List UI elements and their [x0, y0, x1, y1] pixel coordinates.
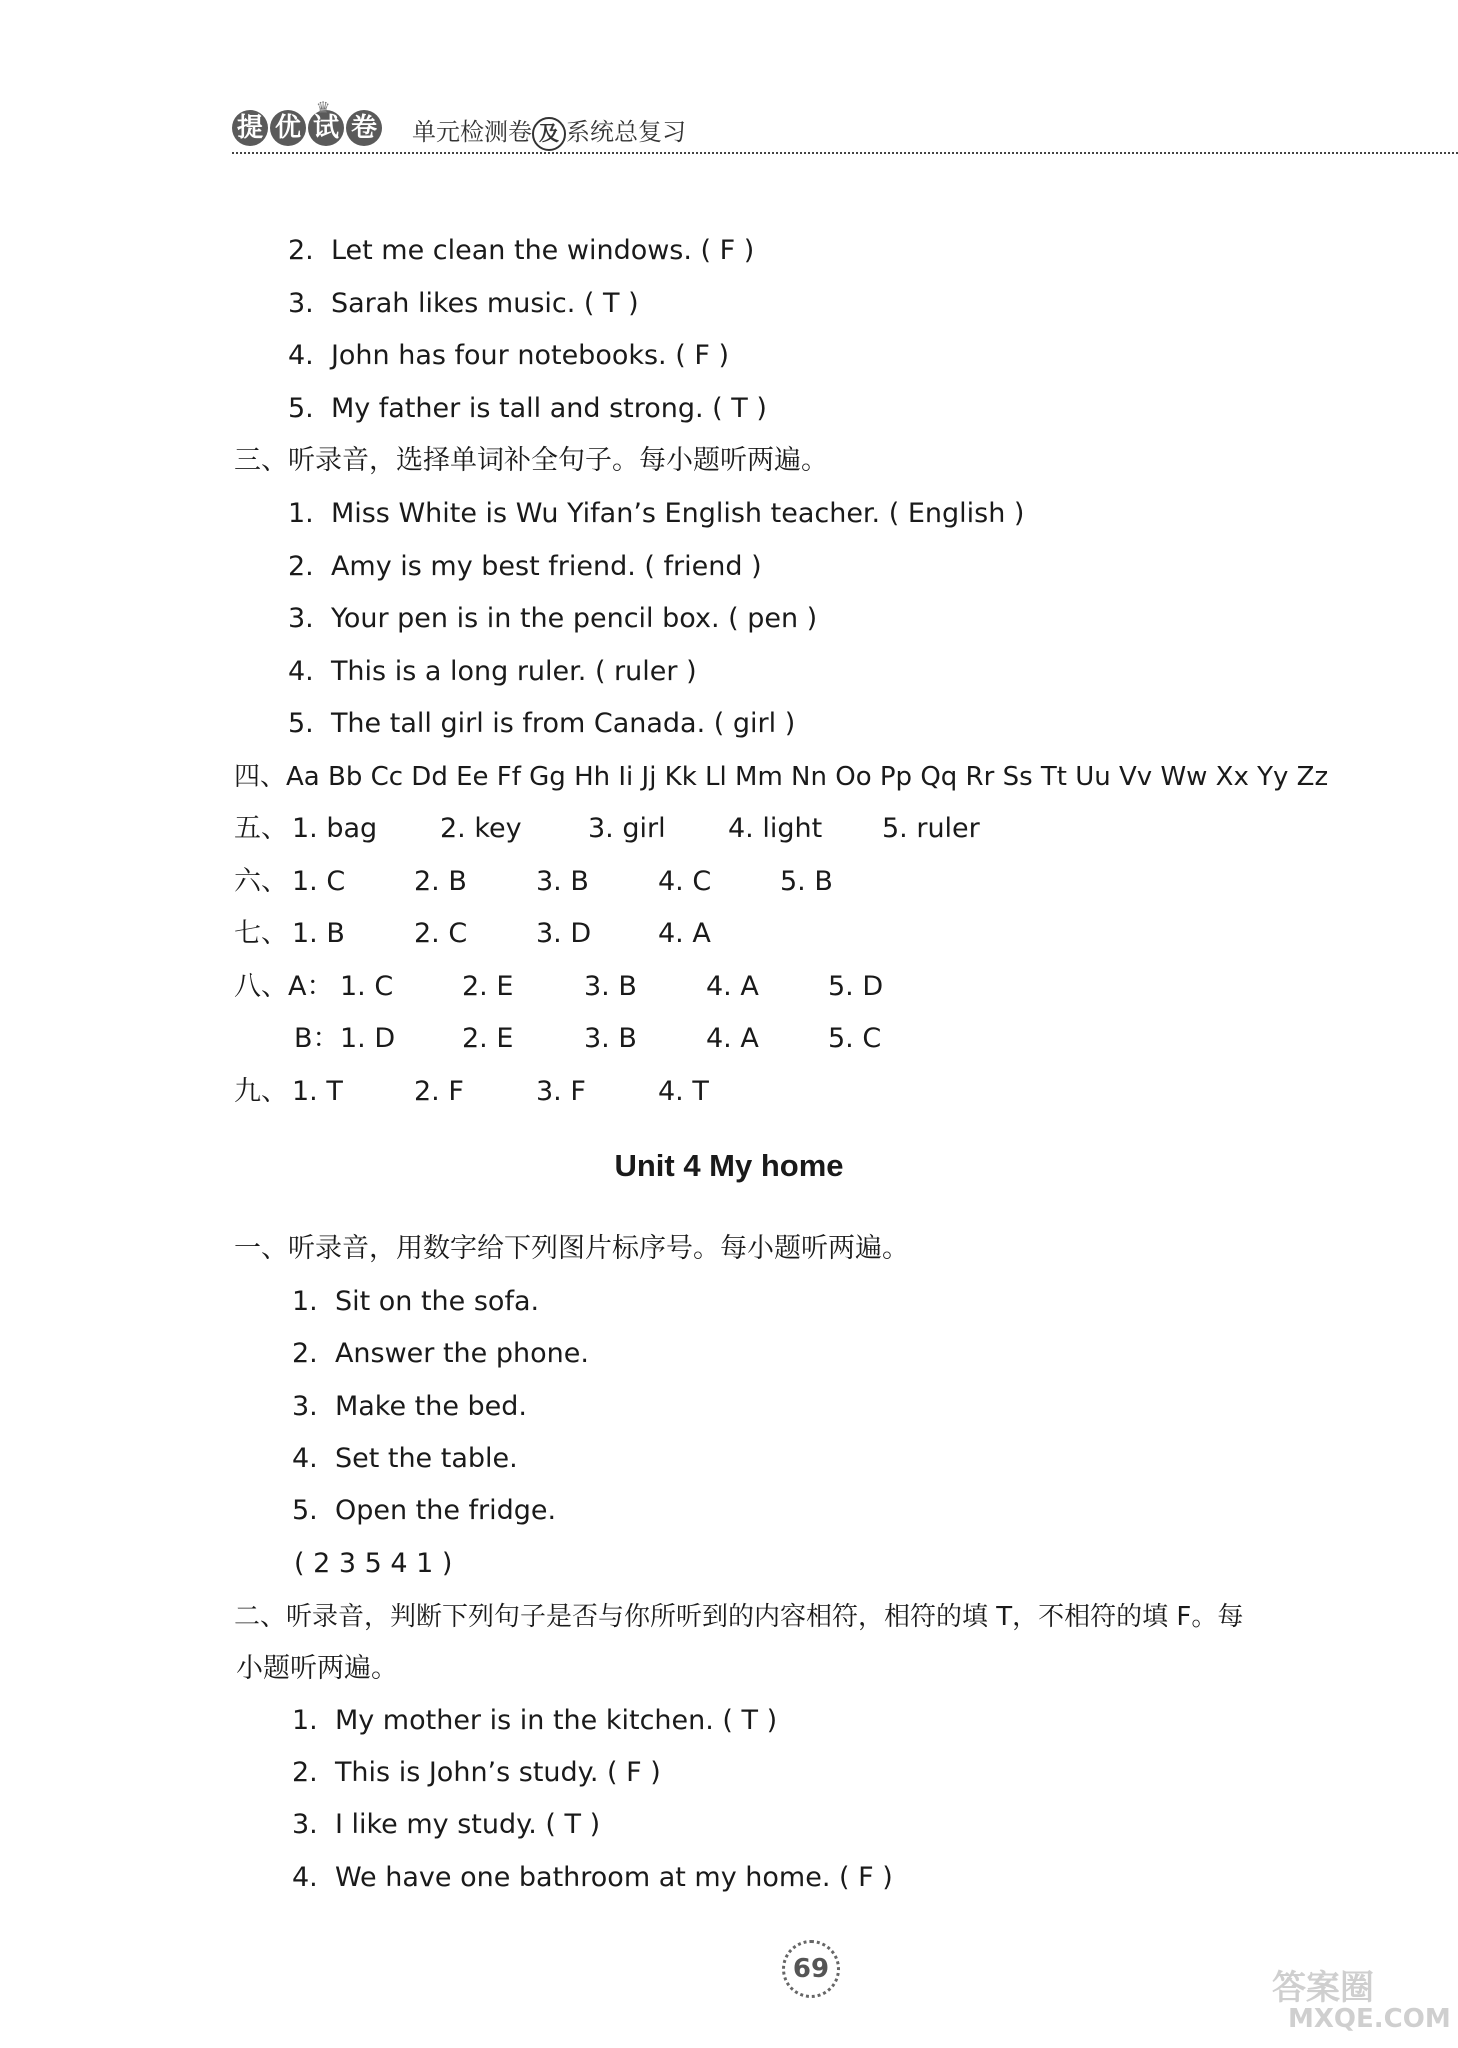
row-label: 八、A：: [234, 971, 334, 1002]
list-item: [288, 497, 1024, 531]
answer-item: 1. C: [340, 971, 394, 1002]
item-text: Sarah likes music. ( T ): [330, 288, 639, 319]
answer-item: 2. E: [462, 971, 514, 1002]
answer-item: 2. B: [414, 866, 467, 897]
book-subtitle: [412, 112, 686, 151]
answer-item: 3. F: [536, 1076, 586, 1107]
answer-item: 5. ruler: [882, 813, 980, 844]
item-number: 4.: [288, 656, 314, 687]
list-item: [292, 1808, 600, 1842]
answer-row-ba-b: [294, 1022, 882, 1056]
logo-char: 试: [308, 110, 344, 146]
answer-item: 4. C: [658, 866, 712, 897]
item-text: This is a long ruler. ( ruler ): [330, 656, 697, 687]
row-label: B：: [294, 1023, 340, 1054]
answer-sequence: ( 2 3 5 4 1 ): [294, 1548, 453, 1579]
answer-item: 3. B: [584, 971, 637, 1002]
item-text: Sit on the sofa.: [334, 1286, 540, 1317]
item-number: 3.: [288, 603, 314, 634]
row-label: 六、: [234, 866, 288, 897]
answer-item: 2. key: [440, 813, 522, 844]
section-heading: 三、听录音，选择单词补全句子。每小题听两遍。: [234, 445, 828, 476]
item-text: We have one bathroom at my home. ( F ): [334, 1862, 893, 1893]
item-text: Make the bed.: [334, 1391, 528, 1422]
watermark-logo: 答案圈: [1272, 1968, 1374, 2008]
item-text: Open the fridge.: [334, 1495, 557, 1526]
list-item: [292, 1390, 527, 1424]
list-item: [292, 1337, 589, 1371]
item-text: Let me clean the windows. ( F ): [330, 235, 755, 266]
subtitle-part-a: 单元检测卷: [412, 118, 532, 146]
item-number: 2.: [288, 235, 314, 266]
row-label: 五、: [234, 813, 288, 844]
list-item: [292, 1494, 556, 1528]
answer-item: 4. T: [658, 1076, 709, 1107]
watermark-url: MXQE.COM: [1288, 2004, 1451, 2034]
answer-item: 5. B: [780, 866, 833, 897]
section-heading-cont: 小题听两遍。: [236, 1653, 398, 1684]
list-item: [292, 1756, 661, 1790]
answer-item: 3. girl: [588, 813, 666, 844]
item-text: Set the table.: [334, 1443, 518, 1474]
unit-title: Unit 4 My home: [614, 1148, 844, 1183]
item-text: Answer the phone.: [334, 1338, 589, 1369]
item-number: 2.: [292, 1338, 318, 1369]
item-text: Miss White is Wu Yifan’s English teacher. ( English ): [330, 498, 1025, 529]
answer-item: 5. D: [828, 971, 884, 1002]
page-number: 69: [782, 1940, 840, 1998]
list-item: [288, 234, 754, 268]
answer-item: 4. A: [658, 918, 711, 949]
answer-row-qi: [234, 917, 711, 951]
item-text: My father is tall and strong. ( T ): [330, 393, 767, 424]
item-text: My mother is in the kitchen. ( T ): [334, 1705, 778, 1736]
item-number: 2.: [288, 551, 314, 582]
item-text: I like my study. ( T ): [334, 1809, 601, 1840]
list-item: [288, 339, 729, 373]
page-header: [232, 100, 1458, 156]
item-text: Your pen is in the pencil box. ( pen ): [330, 603, 818, 634]
answer-item: 1. T: [292, 1076, 343, 1107]
item-number: 3.: [292, 1391, 318, 1422]
list-item: [288, 707, 795, 741]
list-item: [292, 1285, 539, 1319]
item-text: This is John’s study. ( F ): [334, 1757, 661, 1788]
item-number: 5.: [288, 708, 314, 739]
answer-item: 4. light: [728, 813, 823, 844]
item-number: 4.: [288, 340, 314, 371]
answer-item: 3. B: [536, 866, 589, 897]
item-number: 4.: [292, 1443, 318, 1474]
list-item: [288, 550, 762, 584]
list-item: [292, 1442, 518, 1476]
list-item: [288, 655, 697, 689]
item-text: Amy is my best friend. ( friend ): [330, 551, 762, 582]
section-heading: 一、听录音，用数字给下列图片标序号。每小题听两遍。: [234, 1233, 909, 1264]
alphabet-answer: 四、Aa Bb Cc Dd Ee Ff Gg Hh Ii Jj Kk Ll Mm Nn Oo Pp Qq Rr Ss Tt Uu Vv Ww Xx Yy Zz: [234, 762, 1329, 792]
list-item: [292, 1861, 893, 1895]
logo-char: 优: [270, 110, 306, 146]
subtitle-circled-char: 及: [532, 117, 566, 151]
answer-row-liu: [234, 865, 833, 899]
answer-row-jiu: [234, 1075, 709, 1109]
row-label: 七、: [234, 918, 288, 949]
answer-item: 2. C: [414, 918, 468, 949]
crown-icon: ♛: [316, 98, 331, 117]
answer-item: 3. B: [584, 1023, 637, 1054]
item-number: 3.: [288, 288, 314, 319]
answer-item: 2. F: [414, 1076, 464, 1107]
item-number: 3.: [292, 1809, 318, 1840]
header-divider: [232, 152, 1458, 154]
list-item: [288, 392, 767, 426]
item-number: 1.: [292, 1705, 318, 1736]
item-text: The tall girl is from Canada. ( girl ): [330, 708, 796, 739]
logo-char: 提: [232, 110, 268, 146]
answer-item: 4. A: [706, 971, 759, 1002]
list-item: [288, 602, 817, 636]
list-item: [288, 287, 639, 321]
item-number: 1.: [288, 498, 314, 529]
answer-row-ba-a: [234, 970, 884, 1004]
answer-item: 1. B: [292, 918, 345, 949]
answer-row-wu: [234, 812, 980, 846]
subtitle-part-b: 系统总复习: [566, 118, 686, 146]
logo-char: 卷: [346, 110, 382, 146]
item-number: 1.: [292, 1286, 318, 1317]
list-item: [292, 1704, 777, 1738]
item-number: 5.: [288, 393, 314, 424]
section-heading: 二、听录音，判断下列句子是否与你所听到的内容相符，相符的填 T，不相符的填 F。每: [234, 1602, 1244, 1632]
row-label: 九、: [234, 1076, 288, 1107]
answer-item: 4. A: [706, 1023, 759, 1054]
answer-item: 5. C: [828, 1023, 882, 1054]
book-logo: [232, 98, 384, 150]
answer-item: 1. D: [340, 1023, 396, 1054]
answer-item: 1. C: [292, 866, 346, 897]
item-number: 5.: [292, 1495, 318, 1526]
answer-item: 2. E: [462, 1023, 514, 1054]
answer-item: 3. D: [536, 918, 592, 949]
answer-item: 1. bag: [292, 813, 378, 844]
item-number: 4.: [292, 1862, 318, 1893]
item-number: 2.: [292, 1757, 318, 1788]
item-text: John has four notebooks. ( F ): [330, 340, 729, 371]
